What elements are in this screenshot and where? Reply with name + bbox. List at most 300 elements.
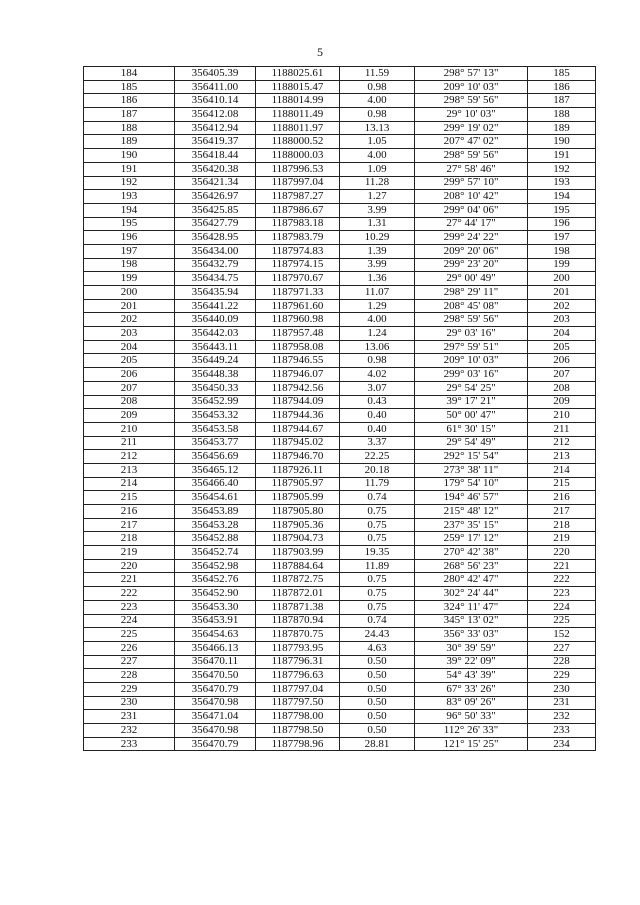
x-coordinate-cell: 356425.85	[175, 203, 256, 217]
x-coordinate-cell: 356470.11	[175, 655, 256, 669]
y-coordinate-cell: 1188000.03	[256, 149, 340, 163]
point-number-cell: 216	[84, 505, 175, 519]
x-coordinate-cell: 356454.63	[175, 628, 256, 642]
table-row	[84, 162, 596, 176]
x-coordinate-cell: 356465.12	[175, 463, 256, 477]
x-coordinate-cell: 356470.50	[175, 669, 256, 683]
y-coordinate-cell: 1187871.38	[256, 600, 340, 614]
y-coordinate-cell: 1188014.99	[256, 94, 340, 108]
bearing-cell: 302° 24' 44"	[415, 587, 528, 601]
x-coordinate-cell: 356453.58	[175, 422, 256, 436]
distance-cell: 1.24	[340, 327, 415, 341]
y-coordinate-cell: 1187961.60	[256, 299, 340, 313]
bearing-cell: 50° 00' 47"	[415, 409, 528, 423]
x-coordinate-cell: 356427.79	[175, 217, 256, 231]
next-point-number-cell: 218	[528, 518, 596, 532]
next-point-number-cell: 217	[528, 505, 596, 519]
distance-cell: 0.43	[340, 395, 415, 409]
x-coordinate-cell: 356452.76	[175, 573, 256, 587]
point-number-cell: 189	[84, 135, 175, 149]
table-row	[84, 518, 596, 532]
next-point-number-cell: 223	[528, 587, 596, 601]
table-row	[84, 573, 596, 587]
distance-cell: 11.89	[340, 559, 415, 573]
bearing-cell: 268° 56' 23"	[415, 559, 528, 573]
distance-cell: 1.29	[340, 299, 415, 313]
y-coordinate-cell: 1187905.80	[256, 505, 340, 519]
distance-cell: 11.07	[340, 286, 415, 300]
y-coordinate-cell: 1187946.70	[256, 450, 340, 464]
next-point-number-cell: 209	[528, 395, 596, 409]
table-row	[84, 217, 596, 231]
y-coordinate-cell: 1187797.04	[256, 682, 340, 696]
next-point-number-cell: 225	[528, 614, 596, 628]
y-coordinate-cell: 1187870.94	[256, 614, 340, 628]
point-number-cell: 197	[84, 244, 175, 258]
y-coordinate-cell: 1187958.08	[256, 340, 340, 354]
table-row	[84, 368, 596, 382]
y-coordinate-cell: 1187944.09	[256, 395, 340, 409]
table-row	[84, 272, 596, 286]
distance-cell: 4.00	[340, 94, 415, 108]
next-point-number-cell: 219	[528, 532, 596, 546]
bearing-cell: 27° 58' 46"	[415, 162, 528, 176]
distance-cell: 0.98	[340, 354, 415, 368]
x-coordinate-cell: 356434.00	[175, 244, 256, 258]
next-point-number-cell: 229	[528, 669, 596, 683]
distance-cell: 3.07	[340, 381, 415, 395]
table-row	[84, 327, 596, 341]
point-number-cell: 210	[84, 422, 175, 436]
bearing-cell: 298° 29' 11"	[415, 286, 528, 300]
x-coordinate-cell: 356466.13	[175, 641, 256, 655]
distance-cell: 4.63	[340, 641, 415, 655]
point-number-cell: 229	[84, 682, 175, 696]
point-number-cell: 209	[84, 409, 175, 423]
bearing-cell: 61° 30' 15"	[415, 422, 528, 436]
table-row	[84, 463, 596, 477]
bearing-cell: 345° 13' 02"	[415, 614, 528, 628]
bearing-cell: 29° 00' 49"	[415, 272, 528, 286]
point-number-cell: 215	[84, 491, 175, 505]
y-coordinate-cell: 1187971.33	[256, 286, 340, 300]
x-coordinate-cell: 356453.28	[175, 518, 256, 532]
y-coordinate-cell: 1188015.47	[256, 80, 340, 94]
distance-cell: 24.43	[340, 628, 415, 642]
x-coordinate-cell: 356452.98	[175, 559, 256, 573]
x-coordinate-cell: 356470.79	[175, 737, 256, 751]
next-point-number-cell: 213	[528, 450, 596, 464]
bearing-cell: 280° 42' 47"	[415, 573, 528, 587]
next-point-number-cell: 194	[528, 190, 596, 204]
point-number-cell: 198	[84, 258, 175, 272]
bearing-cell: 299° 24' 22"	[415, 231, 528, 245]
bearing-cell: 30° 39' 59"	[415, 641, 528, 655]
y-coordinate-cell: 1187796.63	[256, 669, 340, 683]
distance-cell: 4.00	[340, 313, 415, 327]
table-row	[84, 422, 596, 436]
distance-cell: 1.09	[340, 162, 415, 176]
next-point-number-cell: 228	[528, 655, 596, 669]
table-row	[84, 135, 596, 149]
x-coordinate-cell: 356453.77	[175, 436, 256, 450]
x-coordinate-cell: 356442.03	[175, 327, 256, 341]
table-row	[84, 641, 596, 655]
bearing-cell: 209° 10' 03"	[415, 354, 528, 368]
distance-cell: 13.06	[340, 340, 415, 354]
next-point-number-cell: 231	[528, 696, 596, 710]
bearing-cell: 39° 22' 09"	[415, 655, 528, 669]
distance-cell: 0.75	[340, 532, 415, 546]
x-coordinate-cell: 356453.91	[175, 614, 256, 628]
point-number-cell: 200	[84, 286, 175, 300]
next-point-number-cell: 221	[528, 559, 596, 573]
next-point-number-cell: 191	[528, 149, 596, 163]
point-number-cell: 205	[84, 354, 175, 368]
bearing-cell: 237° 35' 15"	[415, 518, 528, 532]
x-coordinate-cell: 356426.97	[175, 190, 256, 204]
table-row	[84, 655, 596, 669]
point-number-cell: 207	[84, 381, 175, 395]
y-coordinate-cell: 1188011.97	[256, 121, 340, 135]
point-number-cell: 184	[84, 67, 175, 81]
distance-cell: 22.25	[340, 450, 415, 464]
bearing-cell: 270° 42' 38"	[415, 546, 528, 560]
distance-cell: 19.35	[340, 546, 415, 560]
table-row	[84, 724, 596, 738]
table-row	[84, 628, 596, 642]
distance-cell: 0.50	[340, 710, 415, 724]
table-row	[84, 190, 596, 204]
x-coordinate-cell: 356412.94	[175, 121, 256, 135]
table-row	[84, 546, 596, 560]
next-point-number-cell: 233	[528, 724, 596, 738]
y-coordinate-cell: 1187974.15	[256, 258, 340, 272]
x-coordinate-cell: 356419.37	[175, 135, 256, 149]
y-coordinate-cell: 1187798.50	[256, 724, 340, 738]
next-point-number-cell: 187	[528, 94, 596, 108]
distance-cell: 11.59	[340, 67, 415, 81]
point-number-cell: 213	[84, 463, 175, 477]
y-coordinate-cell: 1187793.95	[256, 641, 340, 655]
next-point-number-cell: 208	[528, 381, 596, 395]
bearing-cell: 83° 09' 26"	[415, 696, 528, 710]
next-point-number-cell: 205	[528, 340, 596, 354]
distance-cell: 0.40	[340, 409, 415, 423]
point-number-cell: 190	[84, 149, 175, 163]
point-number-cell: 203	[84, 327, 175, 341]
y-coordinate-cell: 1187946.55	[256, 354, 340, 368]
table-row	[84, 710, 596, 724]
distance-cell: 0.74	[340, 614, 415, 628]
next-point-number-cell: 204	[528, 327, 596, 341]
next-point-number-cell: 206	[528, 354, 596, 368]
table-row	[84, 600, 596, 614]
y-coordinate-cell: 1187983.18	[256, 217, 340, 231]
x-coordinate-cell: 356434.75	[175, 272, 256, 286]
distance-cell: 1.39	[340, 244, 415, 258]
point-number-cell: 206	[84, 368, 175, 382]
next-point-number-cell: 195	[528, 203, 596, 217]
bearing-cell: 208° 10' 42"	[415, 190, 528, 204]
point-number-cell: 186	[84, 94, 175, 108]
x-coordinate-cell: 356405.39	[175, 67, 256, 81]
bearing-cell: 112° 26' 33"	[415, 724, 528, 738]
x-coordinate-cell: 356412.08	[175, 108, 256, 122]
next-point-number-cell: 196	[528, 217, 596, 231]
y-coordinate-cell: 1187870.75	[256, 628, 340, 642]
bearing-cell: 292° 15' 54"	[415, 450, 528, 464]
x-coordinate-cell: 356448.38	[175, 368, 256, 382]
y-coordinate-cell: 1187983.79	[256, 231, 340, 245]
next-point-number-cell: 215	[528, 477, 596, 491]
next-point-number-cell: 222	[528, 573, 596, 587]
table-row	[84, 532, 596, 546]
bearing-cell: 27° 44' 17"	[415, 217, 528, 231]
bearing-cell: 324° 11' 47"	[415, 600, 528, 614]
y-coordinate-cell: 1188000.52	[256, 135, 340, 149]
bearing-cell: 29° 03' 16"	[415, 327, 528, 341]
point-number-cell: 185	[84, 80, 175, 94]
table-row	[84, 176, 596, 190]
bearing-cell: 273° 38' 11"	[415, 463, 528, 477]
point-number-cell: 227	[84, 655, 175, 669]
next-point-number-cell: 203	[528, 313, 596, 327]
x-coordinate-cell: 356471.04	[175, 710, 256, 724]
x-coordinate-cell: 356420.38	[175, 162, 256, 176]
x-coordinate-cell: 356411.00	[175, 80, 256, 94]
point-number-cell: 225	[84, 628, 175, 642]
point-number-cell: 218	[84, 532, 175, 546]
next-point-number-cell: 207	[528, 368, 596, 382]
x-coordinate-cell: 356418.44	[175, 149, 256, 163]
point-number-cell: 204	[84, 340, 175, 354]
y-coordinate-cell: 1187974.83	[256, 244, 340, 258]
x-coordinate-cell: 356456.69	[175, 450, 256, 464]
next-point-number-cell: 232	[528, 710, 596, 724]
bearing-cell: 67° 33' 26"	[415, 682, 528, 696]
table-row	[84, 80, 596, 94]
next-point-number-cell: 152	[528, 628, 596, 642]
bearing-cell: 299° 19' 02"	[415, 121, 528, 135]
x-coordinate-cell: 356443.11	[175, 340, 256, 354]
table-row	[84, 696, 596, 710]
y-coordinate-cell: 1187872.75	[256, 573, 340, 587]
y-coordinate-cell: 1188025.61	[256, 67, 340, 81]
table-row	[84, 669, 596, 683]
y-coordinate-cell: 1187905.99	[256, 491, 340, 505]
point-number-cell: 233	[84, 737, 175, 751]
bearing-cell: 29° 54' 25"	[415, 381, 528, 395]
bearing-cell: 298° 59' 56"	[415, 313, 528, 327]
distance-cell: 0.40	[340, 422, 415, 436]
distance-cell: 0.75	[340, 518, 415, 532]
bearing-cell: 215° 48' 12"	[415, 505, 528, 519]
point-number-cell: 214	[84, 477, 175, 491]
x-coordinate-cell: 356453.89	[175, 505, 256, 519]
table-row	[84, 559, 596, 573]
next-point-number-cell: 202	[528, 299, 596, 313]
point-number-cell: 221	[84, 573, 175, 587]
distance-cell: 0.98	[340, 80, 415, 94]
next-point-number-cell: 216	[528, 491, 596, 505]
y-coordinate-cell: 1187945.02	[256, 436, 340, 450]
x-coordinate-cell: 356435.94	[175, 286, 256, 300]
y-coordinate-cell: 1187884.64	[256, 559, 340, 573]
x-coordinate-cell: 356450.33	[175, 381, 256, 395]
distance-cell: 0.50	[340, 696, 415, 710]
bearing-cell: 121° 15' 25"	[415, 737, 528, 751]
table-row	[84, 340, 596, 354]
table-row	[84, 682, 596, 696]
bearing-cell: 208° 45' 08"	[415, 299, 528, 313]
distance-cell: 10.29	[340, 231, 415, 245]
bearing-cell: 297° 59' 51"	[415, 340, 528, 354]
bearing-cell: 299° 23' 20"	[415, 258, 528, 272]
y-coordinate-cell: 1187944.67	[256, 422, 340, 436]
point-number-cell: 232	[84, 724, 175, 738]
y-coordinate-cell: 1187996.53	[256, 162, 340, 176]
point-number-cell: 192	[84, 176, 175, 190]
distance-cell: 0.74	[340, 491, 415, 505]
x-coordinate-cell: 356410.14	[175, 94, 256, 108]
coordinates-table-body	[84, 67, 596, 751]
y-coordinate-cell: 1188011.49	[256, 108, 340, 122]
distance-cell: 3.99	[340, 203, 415, 217]
y-coordinate-cell: 1187946.07	[256, 368, 340, 382]
distance-cell: 20.18	[340, 463, 415, 477]
table-row	[84, 108, 596, 122]
next-point-number-cell: 201	[528, 286, 596, 300]
bearing-cell: 207° 47' 02"	[415, 135, 528, 149]
table-row	[84, 299, 596, 313]
y-coordinate-cell: 1187970.67	[256, 272, 340, 286]
distance-cell: 11.28	[340, 176, 415, 190]
next-point-number-cell: 190	[528, 135, 596, 149]
table-row	[84, 121, 596, 135]
table-row	[84, 491, 596, 505]
x-coordinate-cell: 356470.98	[175, 696, 256, 710]
next-point-number-cell: 197	[528, 231, 596, 245]
y-coordinate-cell: 1187926.11	[256, 463, 340, 477]
table-row	[84, 505, 596, 519]
bearing-cell: 298° 57' 13"	[415, 67, 528, 81]
bearing-cell: 54° 43' 39"	[415, 669, 528, 683]
x-coordinate-cell: 356453.30	[175, 600, 256, 614]
y-coordinate-cell: 1187872.01	[256, 587, 340, 601]
x-coordinate-cell: 356432.79	[175, 258, 256, 272]
distance-cell: 1.05	[340, 135, 415, 149]
next-point-number-cell: 212	[528, 436, 596, 450]
table-row	[84, 244, 596, 258]
table-row	[84, 149, 596, 163]
x-coordinate-cell: 356470.98	[175, 724, 256, 738]
bearing-cell: 209° 20' 06"	[415, 244, 528, 258]
table-row	[84, 67, 596, 81]
distance-cell: 0.75	[340, 587, 415, 601]
bearing-cell: 179° 54' 10"	[415, 477, 528, 491]
y-coordinate-cell: 1187904.73	[256, 532, 340, 546]
y-coordinate-cell: 1187798.96	[256, 737, 340, 751]
point-number-cell: 226	[84, 641, 175, 655]
table-row	[84, 286, 596, 300]
y-coordinate-cell: 1187997.04	[256, 176, 340, 190]
table-row	[84, 587, 596, 601]
distance-cell: 1.36	[340, 272, 415, 286]
bearing-cell: 96° 50' 33"	[415, 710, 528, 724]
y-coordinate-cell: 1187942.56	[256, 381, 340, 395]
next-point-number-cell: 220	[528, 546, 596, 560]
x-coordinate-cell: 356452.74	[175, 546, 256, 560]
next-point-number-cell: 211	[528, 422, 596, 436]
point-number-cell: 212	[84, 450, 175, 464]
x-coordinate-cell: 356452.90	[175, 587, 256, 601]
next-point-number-cell: 227	[528, 641, 596, 655]
table-row	[84, 381, 596, 395]
table-row	[84, 231, 596, 245]
next-point-number-cell: 224	[528, 600, 596, 614]
x-coordinate-cell: 356421.34	[175, 176, 256, 190]
y-coordinate-cell: 1187960.98	[256, 313, 340, 327]
distance-cell: 4.00	[340, 149, 415, 163]
next-point-number-cell: 185	[528, 67, 596, 81]
next-point-number-cell: 210	[528, 409, 596, 423]
distance-cell: 0.75	[340, 573, 415, 587]
table-row	[84, 354, 596, 368]
y-coordinate-cell: 1187944.36	[256, 409, 340, 423]
bearing-cell: 298° 59' 56"	[415, 149, 528, 163]
x-coordinate-cell: 356470.79	[175, 682, 256, 696]
next-point-number-cell: 192	[528, 162, 596, 176]
bearing-cell: 29° 10' 03"	[415, 108, 528, 122]
next-point-number-cell: 230	[528, 682, 596, 696]
point-number-cell: 219	[84, 546, 175, 560]
table-row	[84, 436, 596, 450]
next-point-number-cell: 188	[528, 108, 596, 122]
x-coordinate-cell: 356454.61	[175, 491, 256, 505]
distance-cell: 0.50	[340, 682, 415, 696]
point-number-cell: 223	[84, 600, 175, 614]
x-coordinate-cell: 356466.40	[175, 477, 256, 491]
distance-cell: 11.79	[340, 477, 415, 491]
x-coordinate-cell: 356452.88	[175, 532, 256, 546]
point-number-cell: 196	[84, 231, 175, 245]
table-row	[84, 313, 596, 327]
bearing-cell: 298° 59' 56"	[415, 94, 528, 108]
distance-cell: 3.99	[340, 258, 415, 272]
next-point-number-cell: 189	[528, 121, 596, 135]
distance-cell: 0.75	[340, 600, 415, 614]
table-row	[84, 614, 596, 628]
point-number-cell: 230	[84, 696, 175, 710]
table-row	[84, 450, 596, 464]
x-coordinate-cell: 356453.32	[175, 409, 256, 423]
point-number-cell: 191	[84, 162, 175, 176]
next-point-number-cell: 193	[528, 176, 596, 190]
point-number-cell: 193	[84, 190, 175, 204]
y-coordinate-cell: 1187797.50	[256, 696, 340, 710]
bearing-cell: 209° 10' 03"	[415, 80, 528, 94]
next-point-number-cell: 186	[528, 80, 596, 94]
next-point-number-cell: 214	[528, 463, 596, 477]
bearing-cell: 29° 54' 49"	[415, 436, 528, 450]
point-number-cell: 220	[84, 559, 175, 573]
point-number-cell: 199	[84, 272, 175, 286]
bearing-cell: 299° 04' 06"	[415, 203, 528, 217]
bearing-cell: 39° 17' 21"	[415, 395, 528, 409]
y-coordinate-cell: 1187957.48	[256, 327, 340, 341]
point-number-cell: 222	[84, 587, 175, 601]
